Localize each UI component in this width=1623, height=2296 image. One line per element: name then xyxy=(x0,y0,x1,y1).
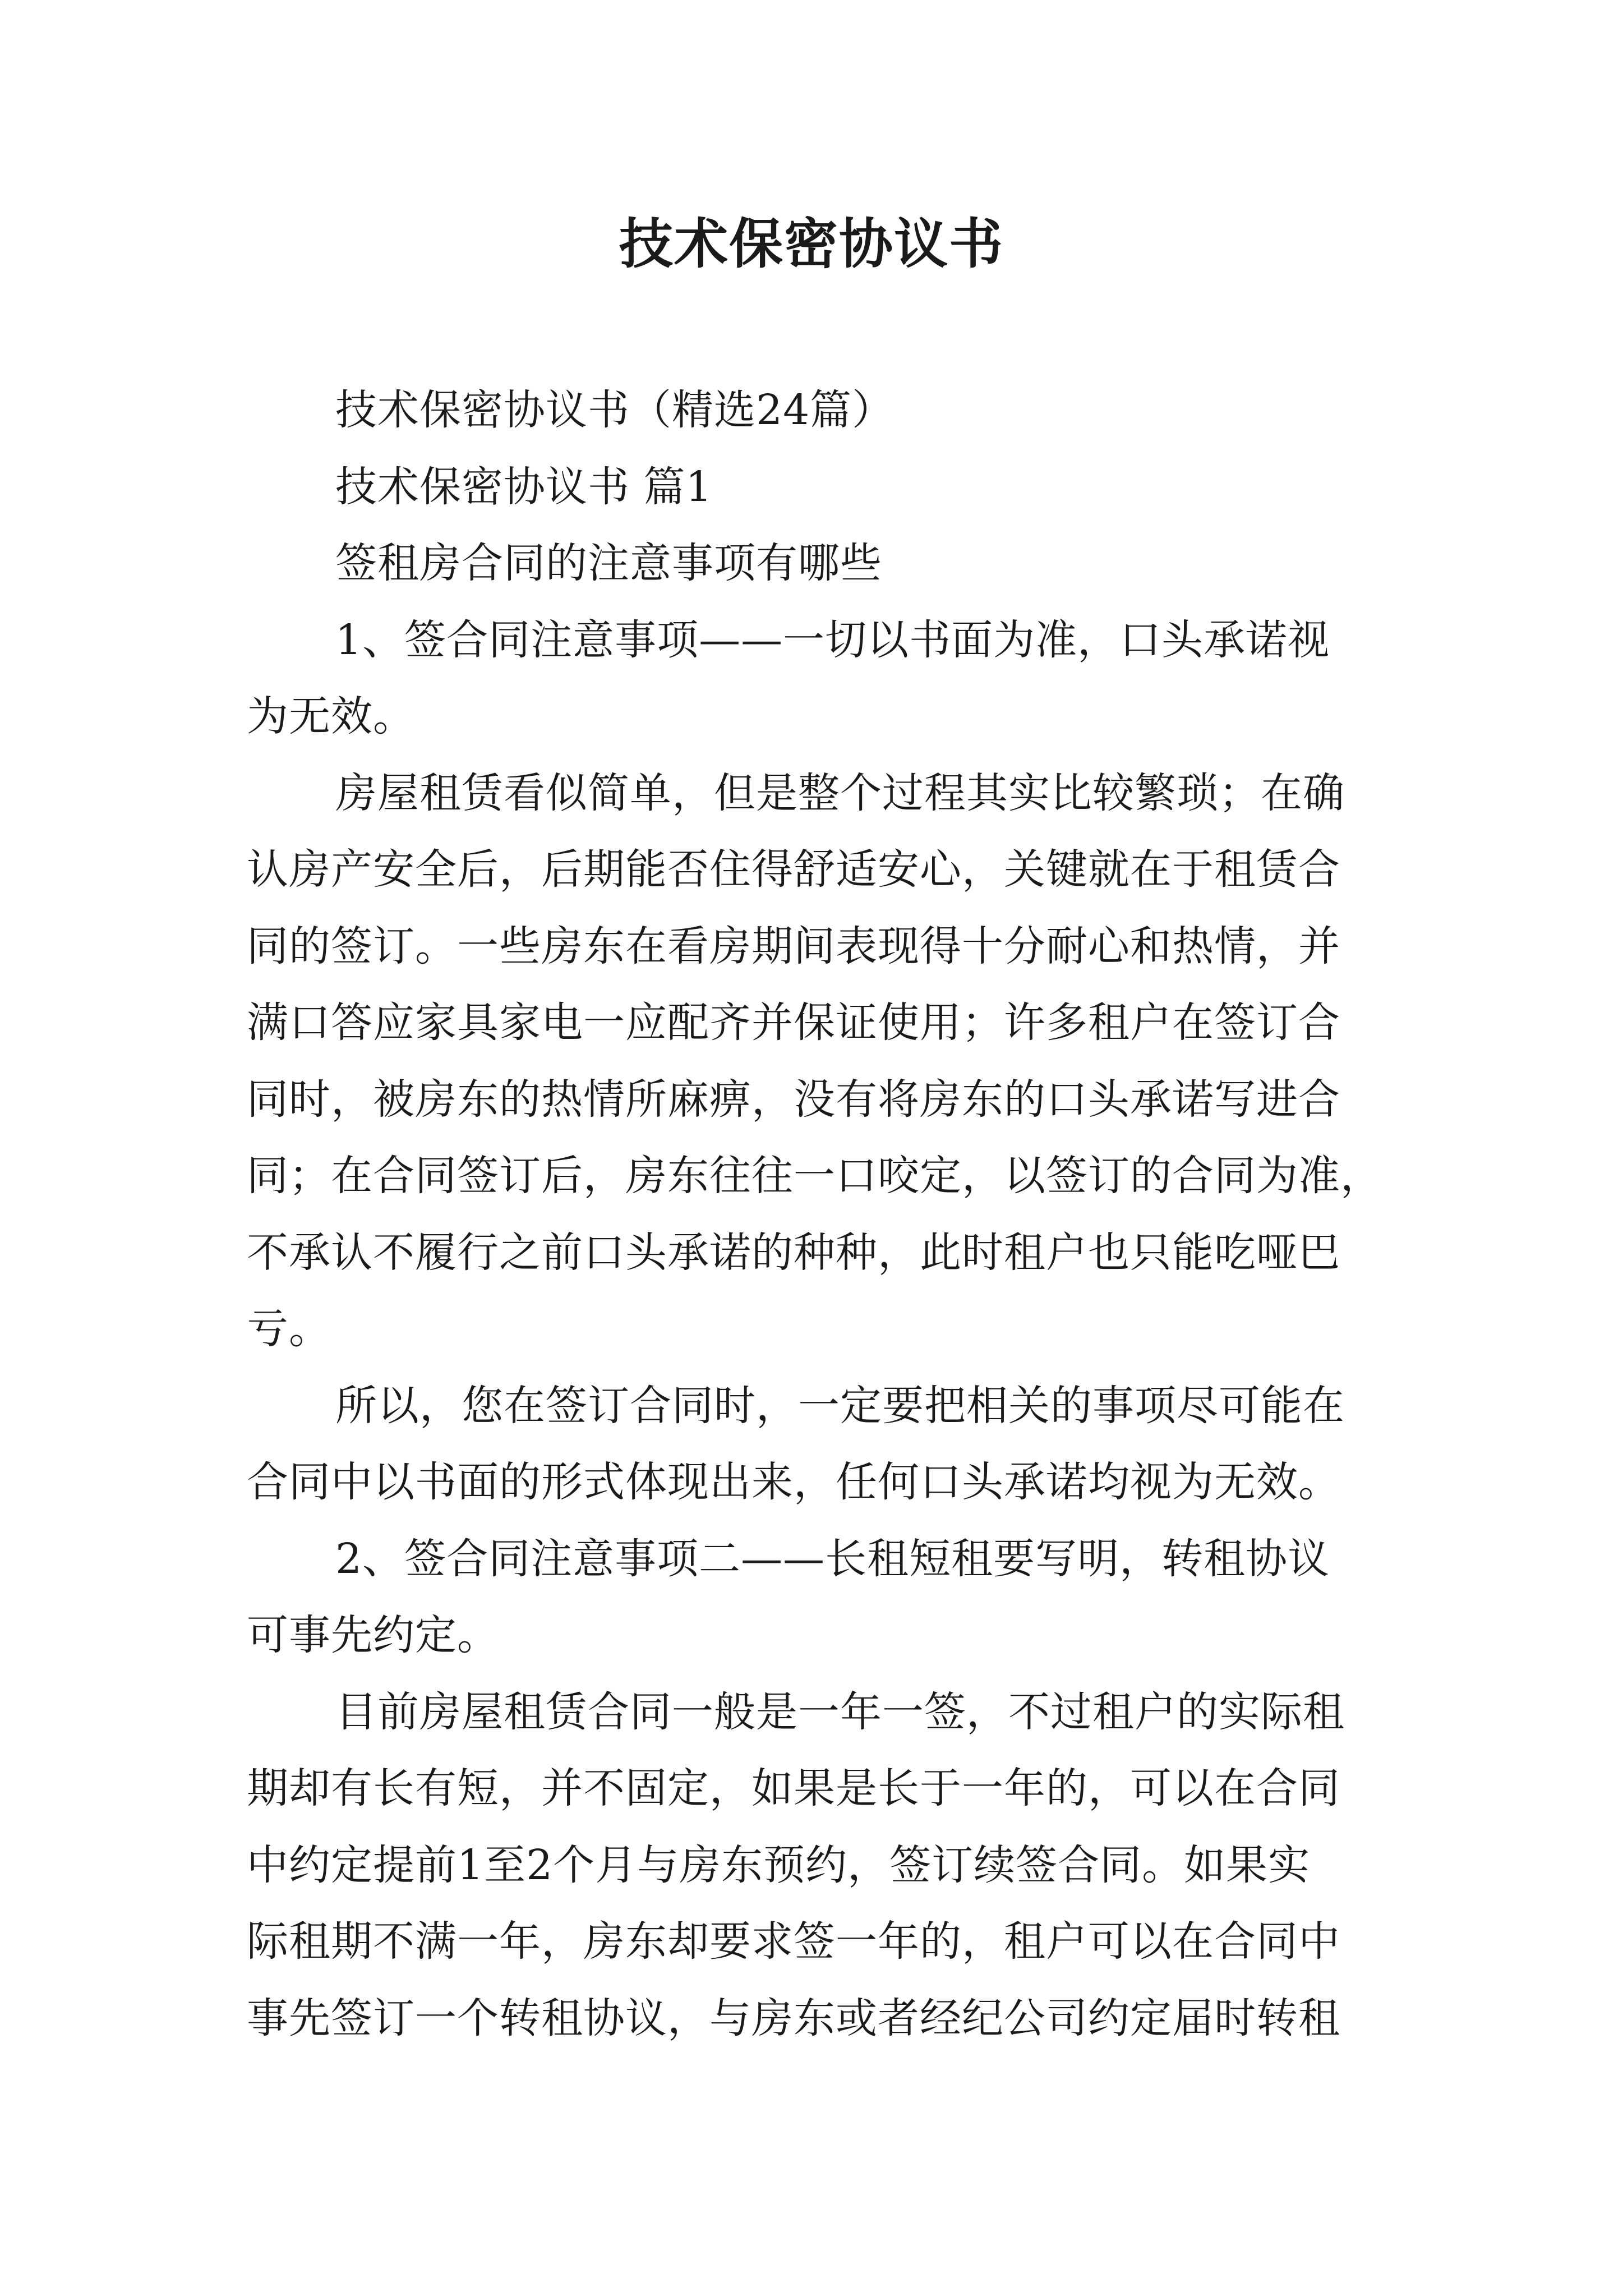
paragraph-line: 同的签订。一些房东在看房期间表现得十分耐心和热情，并 xyxy=(247,922,1340,970)
paragraph-line: 房屋租赁看似简单，但是整个过程其实比较繁琐；在确 xyxy=(335,769,1345,817)
paragraph-line: 为无效。 xyxy=(247,692,415,740)
paragraph-line: 同；在合同签订后，房东往往一口咬定，以签订的合同为准， xyxy=(247,1152,1382,1200)
paragraph-line: 事先签订一个转租协议，与房东或者经纪公司约定届时转租 xyxy=(247,1994,1340,2042)
paragraph-line: 签租房合同的注意事项有哪些 xyxy=(335,539,882,587)
paragraph-line: 际租期不满一年，房东却要求签一年的，租户可以在合同中 xyxy=(247,1917,1340,1966)
paragraph-line: 认房产安全后，后期能否住得舒适安心，关键就在于租赁合 xyxy=(247,845,1340,894)
paragraph-line: 同时，被房东的热情所麻痹，没有将房东的口头承诺写进合 xyxy=(247,1075,1340,1124)
paragraph-line: 期却有长有短，并不固定，如果是长于一年的，可以在合同 xyxy=(247,1764,1340,1812)
paragraph-line: 目前房屋租赁合同一般是一年一签，不过租户的实际租 xyxy=(335,1687,1345,1736)
paragraph-line: 2、签合同注意事项二——长租短租要写明，转租协议 xyxy=(335,1534,1330,1583)
paragraph-line: 所以，您在签订合同时，一定要把相关的事项尽可能在 xyxy=(335,1381,1345,1430)
paragraph-line: 亏。 xyxy=(247,1305,331,1353)
paragraph-line: 中约定提前1至2个月与房东预约，签订续签合同。如果实 xyxy=(247,1841,1311,1889)
paragraph-line: 可事先约定。 xyxy=(247,1611,499,1659)
paragraph-line: 合同中以书面的形式体现出来，任何口头承诺均视为无效。 xyxy=(247,1458,1340,1506)
paragraph-line: 1、签合同注意事项——一切以书面为准，口头承诺视 xyxy=(335,615,1330,664)
document-body xyxy=(247,372,1385,2056)
paragraph-line: 技术保密协议书 篇1 xyxy=(335,462,713,511)
document-title: 技术保密协议书 xyxy=(619,212,1004,275)
paragraph-line: 不承认不履行之前口头承诺的种种，此时租户也只能吃哑巴 xyxy=(247,1228,1340,1277)
paragraph-line: 满口答应家具家电一应配齐并保证使用；许多租户在签订合 xyxy=(247,999,1340,1047)
paragraph-line: 技术保密协议书（精选24篇） xyxy=(335,386,895,434)
